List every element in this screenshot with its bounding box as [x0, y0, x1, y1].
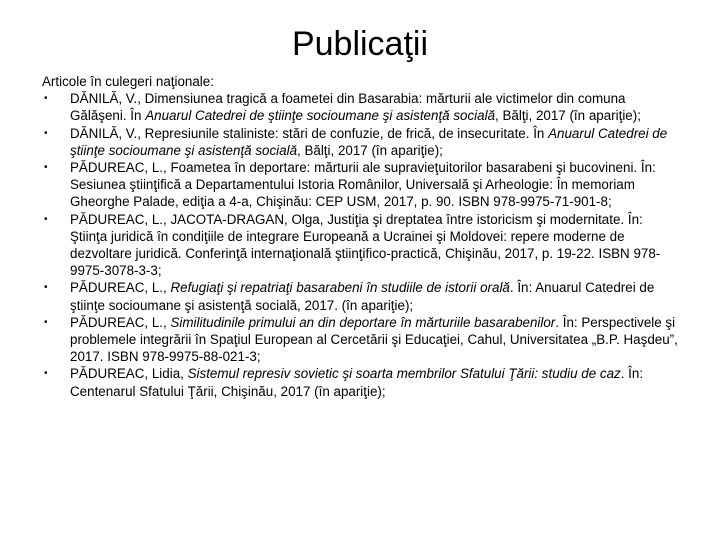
publication-text: PĂDUREAC, L., [70, 280, 171, 296]
publication-item [42, 159, 682, 211]
publication-title-italic: Anuarul Catedrei de ştiinţe socioumane şi asistenţă socială [70, 125, 668, 158]
publication-text: DĂNILĂ, V., Dimensiunea tragică a foametei din Basarabia: mărturii ale victimelor din comuna Gălăşeni. În [70, 91, 626, 124]
publication-title-italic: Similitudinile primului an din deportare în mărturiile basarabenilor [170, 314, 556, 330]
publication-item [42, 314, 682, 366]
bullet-icon: • [44, 162, 48, 174]
publication-item [42, 125, 682, 159]
publication-title-italic: Refugiaţi şi repatriaţi basarabeni în studiile de istorii orală [170, 280, 510, 296]
bullet-icon: • [44, 213, 48, 225]
publication-text: DĂNILĂ, V., Represiunile staliniste: stări de confuzie, de frică, de insecuritate. În [70, 125, 549, 141]
publication-item [42, 211, 682, 280]
slide-body [42, 73, 682, 400]
bullet-icon: • [44, 93, 48, 105]
publication-text: . În: Centenarul Sfatului Ţării, Chişinău, 2017 (în apariţie); [70, 366, 644, 399]
publication-item [42, 279, 682, 313]
bullet-icon: • [44, 127, 48, 139]
bullet-icon: • [44, 316, 48, 328]
publication-text: , Bălţi, 2017 (în apariţie); [495, 108, 641, 124]
publication-text: PĂDUREAC, L., [70, 314, 171, 330]
publication-item [42, 90, 682, 124]
publication-text: , Bălţi, 2017 (în apariţie); [297, 142, 443, 158]
publication-text: PĂDUREAC, Lidia, [70, 366, 188, 382]
bullet-icon: • [44, 282, 48, 294]
publication-list [42, 90, 682, 400]
publication-title-italic: Anuarul Catedrei de ştiinţe socioumane şi asistenţă socială [145, 108, 496, 124]
bullet-icon: • [44, 368, 48, 380]
publication-title-italic: Sistemul represiv sovietic şi soarta membrilor Sfatului Ţării: studiu de caz [187, 366, 621, 382]
publication-item [42, 365, 682, 399]
publication-text: . În: Anuarul Catedrei de ştiinţe socioumane şi asistenţă socială, 2017. (în apariţie); [70, 280, 655, 313]
publication-text: . În: Perspectivele şi problemele integrării în Spaţiul European al Cercetării şi Educaţiei, Cahul, Universitatea „B.P. Haşdeu”, 2017. ISBN 978-9975-88-021-3; [70, 314, 678, 365]
slide-title: Publicaţii [291, 25, 429, 63]
publication-text: PĂDUREAC, L., JACOTA-DRAGAN, Olga, Justiţia şi dreptatea între istoricism şi modernitate. În: Ştiinţa juridică în condiţiile de integrare Europeană a Ucrainei şi Moldovei: repere moderne de dezvoltare juridică. Conferinţă internaţională ştiinţifico-practică, Chişinău, 2017, p. 19-22. ISBN 978-9975-3078-3-3; [70, 211, 661, 279]
section-heading: Articole în culegeri naţionale: [42, 74, 214, 89]
publication-text: PĂDUREAC, L., Foametea în deportare: mărturii ale supravieţuitorilor basarabeni şi bucovineni. În: Sesiunea ştiinţifică a Departamentului Istoria Românilor, Universală şi Arheologie: În memoriam Gheorghe Palade, ediţia a 4-a, Chişinău: CEP USM, 2017, p. 90. ISBN 978-9975-71-901-8; [70, 160, 656, 210]
